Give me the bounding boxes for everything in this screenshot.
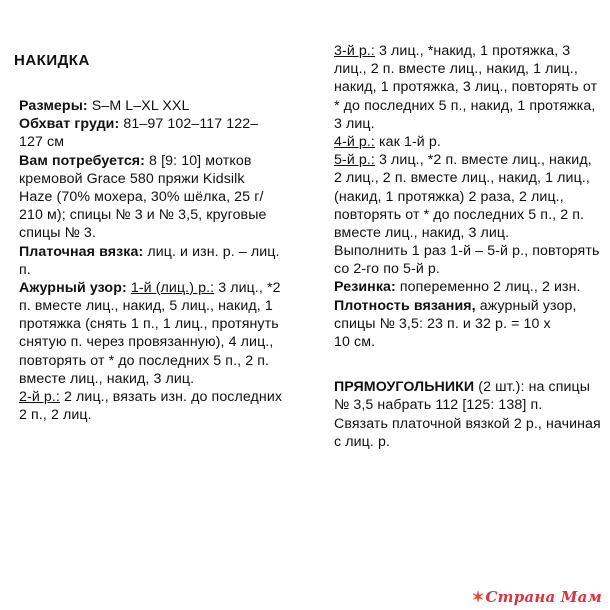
sizes-value: S–M L–XL XXL <box>87 98 190 114</box>
row5-label: 5-й р.: <box>334 152 375 169</box>
row3-line-5: 3 лиц. <box>334 115 375 132</box>
row5-text-1: 3 лиц., *2 п. вместе лиц., накид, <box>374 152 592 169</box>
row3-line-1 <box>334 42 596 60</box>
row5-line-1 <box>334 151 596 169</box>
stockinette-line-1 <box>19 243 311 261</box>
stockinette-line-2: п. <box>19 261 31 278</box>
left-column <box>19 0 311 424</box>
rib-line-1 <box>334 278 596 296</box>
stockinette-text-1: лиц. и изн. р. – лиц. <box>143 243 280 260</box>
row1-line-6: вместе лиц., накид, 3 лиц. <box>19 370 195 387</box>
lace-line-1 <box>19 279 311 297</box>
rib-label: Резинка: <box>334 279 396 296</box>
row1-line-5: повторять от * до последних 5 п., 2 п. <box>19 352 270 369</box>
row4-text-1: как 1-й р. <box>374 133 441 150</box>
watermark-text: Страна Мам <box>485 588 602 606</box>
row4-line-1 <box>334 133 596 151</box>
row3-line-2: лиц., 2 п. вместе лиц., накид, 1 лиц., <box>334 61 578 78</box>
need-line-5: спицы № 3. <box>19 225 96 242</box>
row1-line-4: снятую п. через провязанную), 4 лиц., <box>19 334 274 351</box>
chest-line <box>19 115 311 133</box>
row2-line-2: 2 п., 2 лиц. <box>19 407 92 424</box>
need-label: Вам потребуется: <box>19 152 146 169</box>
gauge-line-3: 10 см. <box>334 334 376 350</box>
row3-text-1: 3 лиц., *накид, 1 протяжка, 3 <box>374 43 571 59</box>
rib-text-1: попеременно 2 лиц., 2 изн. <box>395 279 581 296</box>
need-line-1 <box>19 152 311 170</box>
row2-line-1 <box>19 388 311 406</box>
chest-value-1: 81–97 102–117 122– <box>119 116 259 133</box>
rect-label: ПРЯМОУГОЛЬНИКИ <box>334 379 475 396</box>
gauge-line-2: спицы № 3,5: 23 п. и 32 р. = 10 х <box>334 315 551 332</box>
gauge-line-1 <box>334 297 596 315</box>
chest-label: Обхват груди: <box>19 116 120 133</box>
need-text-1: 8 [9: 10] мотков <box>145 152 252 169</box>
sizes-line <box>19 97 311 115</box>
row4-label: 4-й р.: <box>334 133 375 150</box>
row3-line-4: * до последних 5 п., накид, 1 протяжка, <box>334 97 596 114</box>
site-watermark <box>472 588 602 606</box>
repeat-line-1: Выполнить 1 раз 1-й – 5-й р., повторять <box>334 243 600 260</box>
need-line-2: кремовой Grace 580 пряжи Kidsilk <box>19 170 245 187</box>
sizes-label: Размеры: <box>19 98 88 114</box>
row1-text-1: 3 лиц., *2 <box>214 279 281 296</box>
need-line-3: Haze (70% мохера, 30% шёлка, 25 г/ <box>19 188 264 205</box>
right-column <box>334 0 601 451</box>
row5-line-4: повторять от * до последних 5 п., 2 п. <box>334 206 585 223</box>
row1-line-2: п. вместе лиц., накид, 5 лиц., накид, 1 <box>19 298 273 315</box>
stockinette-label: Платочная вязка: <box>19 243 144 260</box>
rect-line-2: № 3,5 набрать 112 [125: 138] п. <box>334 397 543 414</box>
chest-value-2: 127 см <box>19 134 65 151</box>
row2-text-1: 2 лиц., вязать изн. до последних <box>59 389 283 405</box>
rect-line-3: Связать платочной вязкой 2 р., начиная <box>334 415 601 432</box>
gauge-text-1: ажурный узор, <box>475 297 577 314</box>
rect-line-1 <box>334 378 596 396</box>
rect-text-1: (2 шт.): на спицы <box>474 379 591 396</box>
repeat-line-2: со 2-го по 5-й р. <box>334 261 440 278</box>
gauge-label: Плотность вязания, <box>334 297 476 314</box>
row2-label: 2-й р.: <box>19 389 60 405</box>
row5-line-2: 2 лиц., 2 п. вместе лиц., накид, 1 лиц., <box>334 170 590 187</box>
star-icon: ✶ <box>471 588 485 606</box>
row1-line-3: протяжка (снять 1 п., 1 лиц., протянуть <box>19 316 279 333</box>
row3-line-3: накид, 1 протяжка, 3 лиц., повторять от <box>334 79 598 96</box>
row3-label: 3-й р.: <box>334 43 375 59</box>
rect-line-4: с лиц. р. <box>334 433 390 450</box>
lace-label: Ажурный узор: <box>19 279 127 296</box>
pattern-title: НАКИДКА <box>14 52 90 69</box>
row5-line-3: (накид, 1 протяжка) 2 раза, 2 лиц., <box>334 188 564 205</box>
row1-label: 1-й (лиц.) р.: <box>130 279 215 296</box>
need-line-4: 210 м); спицы № 3 и № 3,5, круговые <box>19 207 267 224</box>
row5-line-5: вместе лиц., накид, 3 лиц. <box>334 224 510 241</box>
